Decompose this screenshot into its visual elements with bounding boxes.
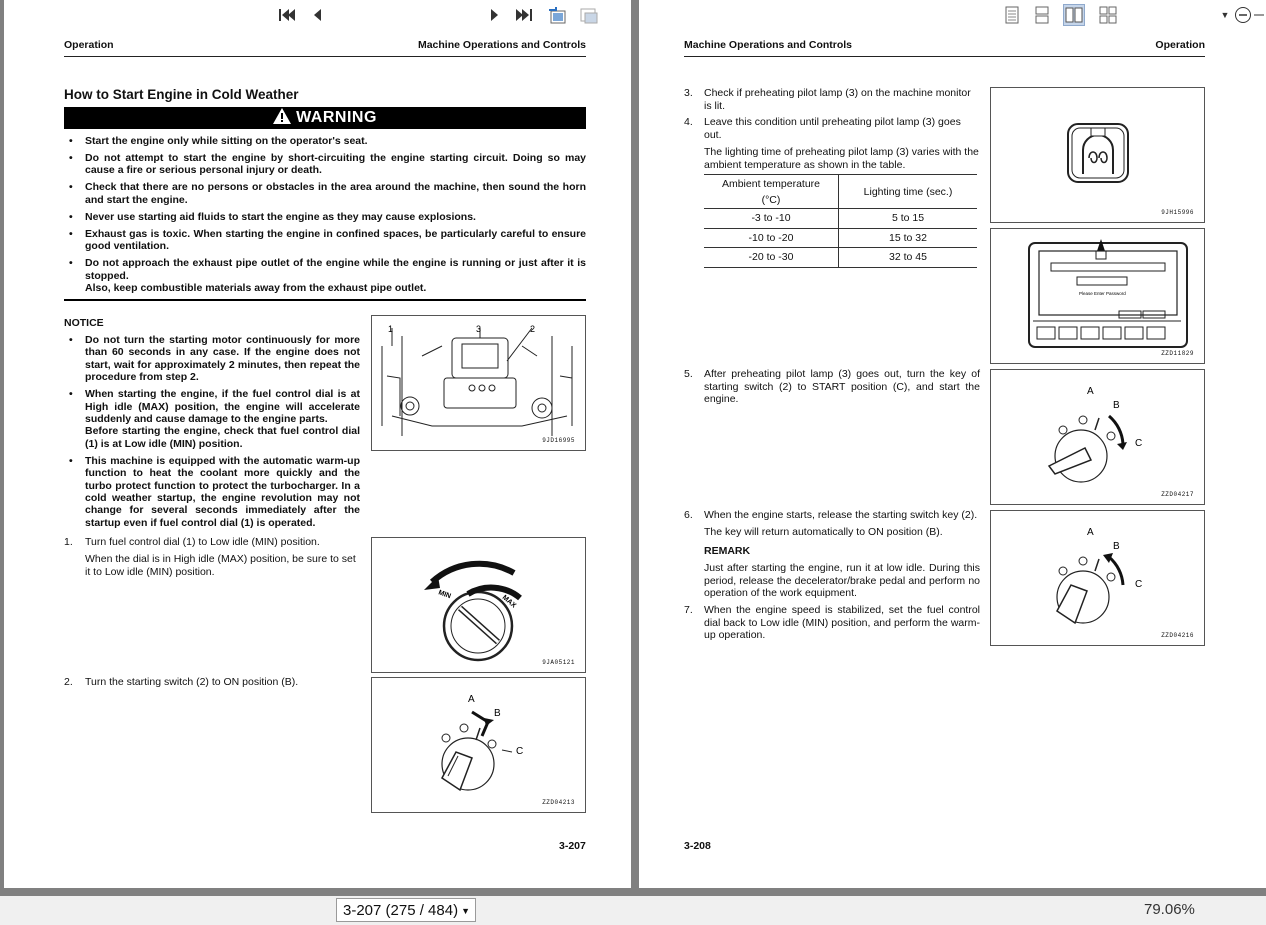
warning-end-rule (64, 299, 586, 301)
warning-list (64, 135, 586, 294)
table-cell: 15 to 32 (839, 228, 978, 248)
table-header-row (704, 175, 977, 209)
step-subtext: The lighting time of preheating pilot lamp (3) varies with the ambient temperature as shown in the table. (704, 146, 979, 171)
key-position-b: B (1113, 400, 1120, 411)
facing-pages-icon (1065, 7, 1083, 23)
step-subtext: When the dial is in High idle (MAX) position, be sure to set it to Low idle (MIN) position. (85, 553, 356, 578)
key-switch-illustration (372, 678, 585, 812)
step-text: Check if preheating pilot lamp (3) on the machine monitor is lit. (704, 87, 971, 112)
previous-view-icon (547, 6, 567, 24)
first-page-icon (278, 7, 296, 23)
table-cell: -10 to -20 (704, 228, 839, 248)
table-row (704, 228, 977, 248)
previous-view-button[interactable] (546, 4, 568, 26)
remark-label: REMARK (704, 545, 751, 557)
table-cell: -3 to -10 (704, 209, 839, 229)
figure-code: 9JH15996 (1161, 209, 1194, 216)
notice-item-text: When starting the engine, if the fuel control dial is at High idle (MAX) position, the engine will accelerate suddenly and cause damage to the engine parts. (85, 388, 360, 426)
dial-min-label: MIN (437, 589, 452, 601)
figure-key-switch-on (371, 677, 586, 813)
chevron-down-icon[interactable]: ▼ (461, 906, 470, 916)
table-row (704, 209, 977, 229)
zoom-dropdown-chevron-down-icon[interactable]: ▼ (1220, 10, 1230, 20)
figure-fuel-dial (371, 537, 586, 673)
warning-item: • Do not attempt to start the engine by short-circuiting the engine starting circuit. Doing so may cause a fire or serious personal injury or death. (64, 152, 586, 177)
notice-label: NOTICE (64, 317, 104, 329)
cab-illustration (372, 316, 585, 450)
next-page-button[interactable] (484, 4, 506, 26)
notice-list (64, 334, 360, 534)
key-position-c: C (1135, 579, 1143, 590)
key-position-a: A (468, 694, 475, 705)
last-page-icon (515, 7, 533, 23)
notice-item: • This machine is equipped with the automatic warm-up function to heat the coolant more quickly and the turbo protect function to protect the turbocharger. In a cold weather startup, the engine revolution may not change for several seconds immediately after the startup even if fuel control dial (1) is operated. (64, 455, 360, 529)
facing-continuous-icon (1099, 6, 1117, 24)
zoom-slider-track-icon (1254, 6, 1264, 24)
step-text: Turn the starting switch (2) to ON position (B). (85, 676, 299, 688)
notice-item (64, 388, 360, 450)
dial-max-label: MAX (500, 594, 518, 610)
continuous-page-icon (1034, 6, 1050, 24)
previous-page-icon (311, 7, 323, 23)
table-cell: -20 to -30 (704, 248, 839, 268)
previous-page-button[interactable] (306, 4, 328, 26)
page-header-right: Operation (1155, 39, 1205, 51)
viewer-toolbar (0, 896, 1266, 925)
table-header-cell (704, 175, 839, 209)
next-page-icon (489, 7, 501, 23)
key-position-b: B (1113, 541, 1120, 552)
step-number: 3. (684, 87, 693, 99)
table-header-cell: Lighting time (sec.) (839, 175, 978, 209)
key-position-c: C (1135, 438, 1143, 449)
warning-item: • Never use starting aid fluids to start the engine as they may cause explosions. (64, 211, 586, 223)
page-header-right: Machine Operations and Controls (417, 39, 586, 51)
callout-3: 3 (476, 324, 482, 334)
notice-item-extra: Before starting the engine, check that fuel control dial (1) is at Low idle (MIN) position. (85, 425, 360, 450)
figure-machine-monitor (990, 228, 1205, 364)
first-page-button[interactable] (276, 4, 298, 26)
monitor-illustration (991, 229, 1204, 363)
last-page-button[interactable] (513, 4, 535, 26)
warning-banner (64, 107, 586, 129)
notice-item: • Do not turn the starting motor continuously for more than 60 seconds in any case. If the engine does not start, wait for approximately 2 minutes, then repeat the procedure from step 2. (64, 334, 360, 384)
key-switch-return-illustration (991, 511, 1204, 645)
callout-2: 2 (530, 324, 536, 334)
figure-code: ZZD04216 (1161, 632, 1194, 639)
figure-code: ZZD11829 (1161, 350, 1194, 357)
page-header-left: Operation (64, 39, 114, 51)
table-cell: 32 to 45 (839, 248, 978, 268)
next-view-button[interactable] (578, 4, 600, 26)
header-rule (64, 56, 586, 57)
document-page-right (639, 0, 1266, 888)
zoom-level[interactable]: 79.06% (1144, 901, 1195, 918)
warning-item (64, 257, 586, 294)
figure-key-switch-start (990, 369, 1205, 505)
single-page-icon (1004, 6, 1020, 24)
step-text: Turn fuel control dial (1) to Low idle (MIN) position. (85, 536, 320, 548)
fuel-dial-illustration (372, 538, 585, 672)
monitor-prompt: Please Enter Password (1079, 291, 1126, 296)
key-switch-start-illustration (991, 370, 1204, 504)
step-subtext: The key will return automatically to ON position (B). (704, 526, 943, 538)
section-title: How to Start Engine in Cold Weather (64, 87, 299, 102)
key-position-a: A (1087, 386, 1094, 397)
warning-triangle-icon (273, 109, 296, 126)
preheat-lamp-illustration (991, 88, 1204, 222)
step-number: 5. (684, 368, 693, 380)
figure-code: 9JD16995 (542, 437, 575, 444)
warning-item: • Check that there are no persons or obstacles in the area around the machine, then sound the horn and start the engine. (64, 181, 586, 206)
page-number: 3-208 (684, 840, 711, 852)
step-number: 2. (64, 676, 73, 688)
continuous-view-button[interactable] (1031, 4, 1053, 26)
zoom-slider[interactable] (1254, 4, 1264, 26)
figure-code: ZZD04217 (1161, 491, 1194, 498)
step-number: 6. (684, 509, 693, 521)
header-rule (684, 56, 1205, 57)
key-position-b: B (494, 708, 501, 719)
warning-item-extra: Also, keep combustible materials away from the exhaust pipe outlet. (85, 282, 427, 295)
lighting-time-table (704, 174, 977, 268)
figure-key-switch-return (990, 510, 1205, 646)
table-row (704, 248, 977, 268)
step-text: Leave this condition until preheating pilot lamp (3) goes out. (704, 116, 961, 141)
remark-text: Just after starting the engine, run it at low idle. During this period, release the decelerator/brake pedal and perform no operation of the work equipment. (704, 562, 980, 600)
facing-continuous-view-button[interactable] (1097, 4, 1119, 26)
single-page-view-button[interactable] (1001, 4, 1023, 26)
step-text: When the engine starts, release the starting switch key (2). (704, 509, 978, 521)
header-unit: (°C) (761, 193, 781, 206)
step-number: 7. (684, 604, 693, 616)
table-cell: 5 to 15 (839, 209, 978, 229)
warning-item: • Start the engine only while sitting on the operator's seat. (64, 135, 586, 147)
figure-code: ZZD04213 (542, 799, 575, 806)
warning-label: WARNING (296, 109, 377, 126)
header-text: Ambient temperature (721, 177, 821, 190)
key-position-c: C (516, 746, 524, 757)
step-number: 1. (64, 536, 73, 548)
warning-item: • Exhaust gas is toxic. When starting the engine in confined spaces, be particularly careful to ensure good ventilation. (64, 228, 586, 253)
page-number: 3-207 (559, 840, 586, 852)
zoom-out-button[interactable] (1232, 4, 1254, 26)
next-view-icon (579, 6, 599, 24)
page-number-field[interactable] (336, 898, 476, 922)
figure-preheat-lamp (990, 87, 1205, 223)
step-text: After preheating pilot lamp (3) goes out, turn the key of starting switch (2) to START position (C), and start the engine. (704, 368, 980, 406)
figure-cab-controls (371, 315, 586, 451)
document-page-left (4, 0, 631, 888)
callout-1: 1 (388, 324, 394, 334)
warning-item-text: Do not approach the exhaust pipe outlet of the engine while the engine is running or just after it is stopped. (85, 257, 586, 282)
page-header-left: Machine Operations and Controls (684, 39, 853, 51)
step-number: 4. (684, 116, 693, 128)
key-position-a: A (1087, 527, 1094, 538)
step-text: When the engine speed is stabilized, set the fuel control dial back to Low idle (MIN) position, and perform the warm-up operation. (704, 604, 980, 642)
zoom-out-icon (1234, 6, 1252, 24)
facing-pages-view-button[interactable] (1063, 4, 1085, 26)
page-number-value: 3-207 (275 / 484) (343, 902, 459, 919)
figure-code: 9JA05121 (542, 659, 575, 666)
